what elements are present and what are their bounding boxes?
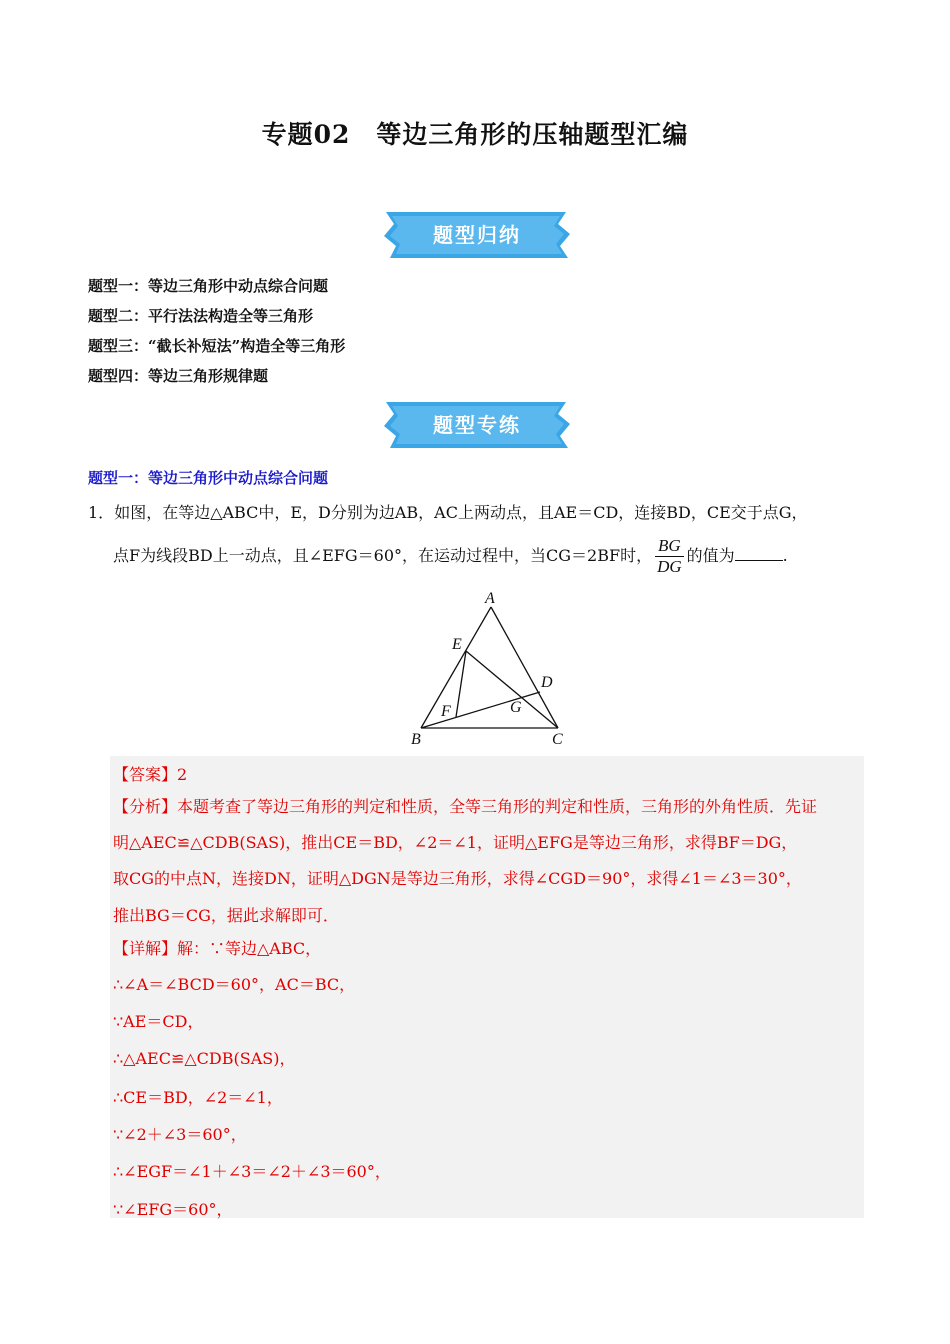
toc-list (88, 275, 345, 395)
solution-step: ∴△AEC≌△CDB(SAS)， (113, 1049, 296, 1068)
page-title: 专题02 等边三角形的压轴题型汇编 (261, 120, 689, 149)
label-a: A (485, 590, 495, 607)
side-ac (491, 607, 558, 728)
toc-item: 题型一：等边三角形中动点综合问题 (88, 277, 329, 295)
banner-summary-label: 题型归纳 (433, 223, 521, 247)
label-f: F (441, 703, 451, 720)
answer-blank (735, 546, 783, 561)
solution-step: ∵AE＝CD， (113, 1012, 204, 1031)
analysis-line: 取CG的中点N，连接DN，证明△DGN是等边三角形，求得∠CGD＝90°，求得∠1＝∠3＝30°， (113, 869, 802, 888)
solution-step: ∴∠EGF＝∠1＋∠3＝∠2＋∠3＝60°， (113, 1162, 391, 1181)
analysis-line: 【分析】本题考查了等边三角形的判定和性质，全等三角形的判定和性质，三角形的外角性质．先证 (113, 797, 818, 816)
solution-step: ∴∠A＝∠BCD＝60°，AC＝BC， (113, 975, 356, 994)
answer-line: 【答案】2 (113, 765, 188, 784)
solution-step: ∴CE＝BD，∠2＝∠1， (113, 1088, 283, 1107)
solution-step: ∵∠2＋∠3＝60°， (113, 1125, 247, 1144)
question-text-3: 的值为 (686, 546, 735, 565)
fraction-numerator: BG (655, 536, 684, 557)
solution-step: ∵∠EFG＝60°， (113, 1200, 233, 1219)
question-line-2 (113, 536, 788, 577)
section-title: 题型一：等边三角形中动点综合问题 (88, 469, 329, 487)
toc-item: 题型三：“截长补短法”构造全等三角形 (88, 337, 346, 355)
banner-practice-label: 题型专练 (433, 413, 521, 437)
question-text-1: 如图，在等边△ABC中，E，D分别为边AB，AC上两动点，且AE＝CD，连接BD，CE交于点G， (114, 503, 808, 522)
toc-item: 题型二：平行法法构造全等三角形 (88, 307, 314, 325)
label-e: E (452, 636, 462, 653)
banner-summary (382, 210, 572, 260)
question-end: . (782, 546, 788, 565)
question-line-1 (88, 500, 808, 523)
analysis-line: 推出BG＝CG，据此求解即可． (113, 906, 339, 925)
question-text-2: 点F为线段BD上一动点，且∠EFG＝60°，在运动过程中，当CG＝2BF时， (113, 546, 653, 565)
label-b: B (411, 731, 421, 748)
question-number: 1． (88, 503, 115, 522)
toc-item: 题型四：等边三角形规律题 (88, 367, 269, 385)
banner-practice (382, 400, 572, 450)
fraction-denominator: DG (657, 557, 682, 576)
solution-step: 【详解】解：∵等边△ABC， (113, 939, 322, 958)
analysis-line: 明△AEC≌△CDB(SAS)，推出CE＝BD，∠2＝∠1，证明△EFG是等边三角形，求得BF＝DG， (113, 833, 798, 852)
triangle-figure (405, 585, 575, 750)
label-d: D (541, 674, 553, 691)
segment-ef (456, 651, 466, 717)
fraction-bg-dg (655, 536, 684, 577)
label-c: C (552, 731, 563, 748)
label-g: G (510, 699, 522, 716)
